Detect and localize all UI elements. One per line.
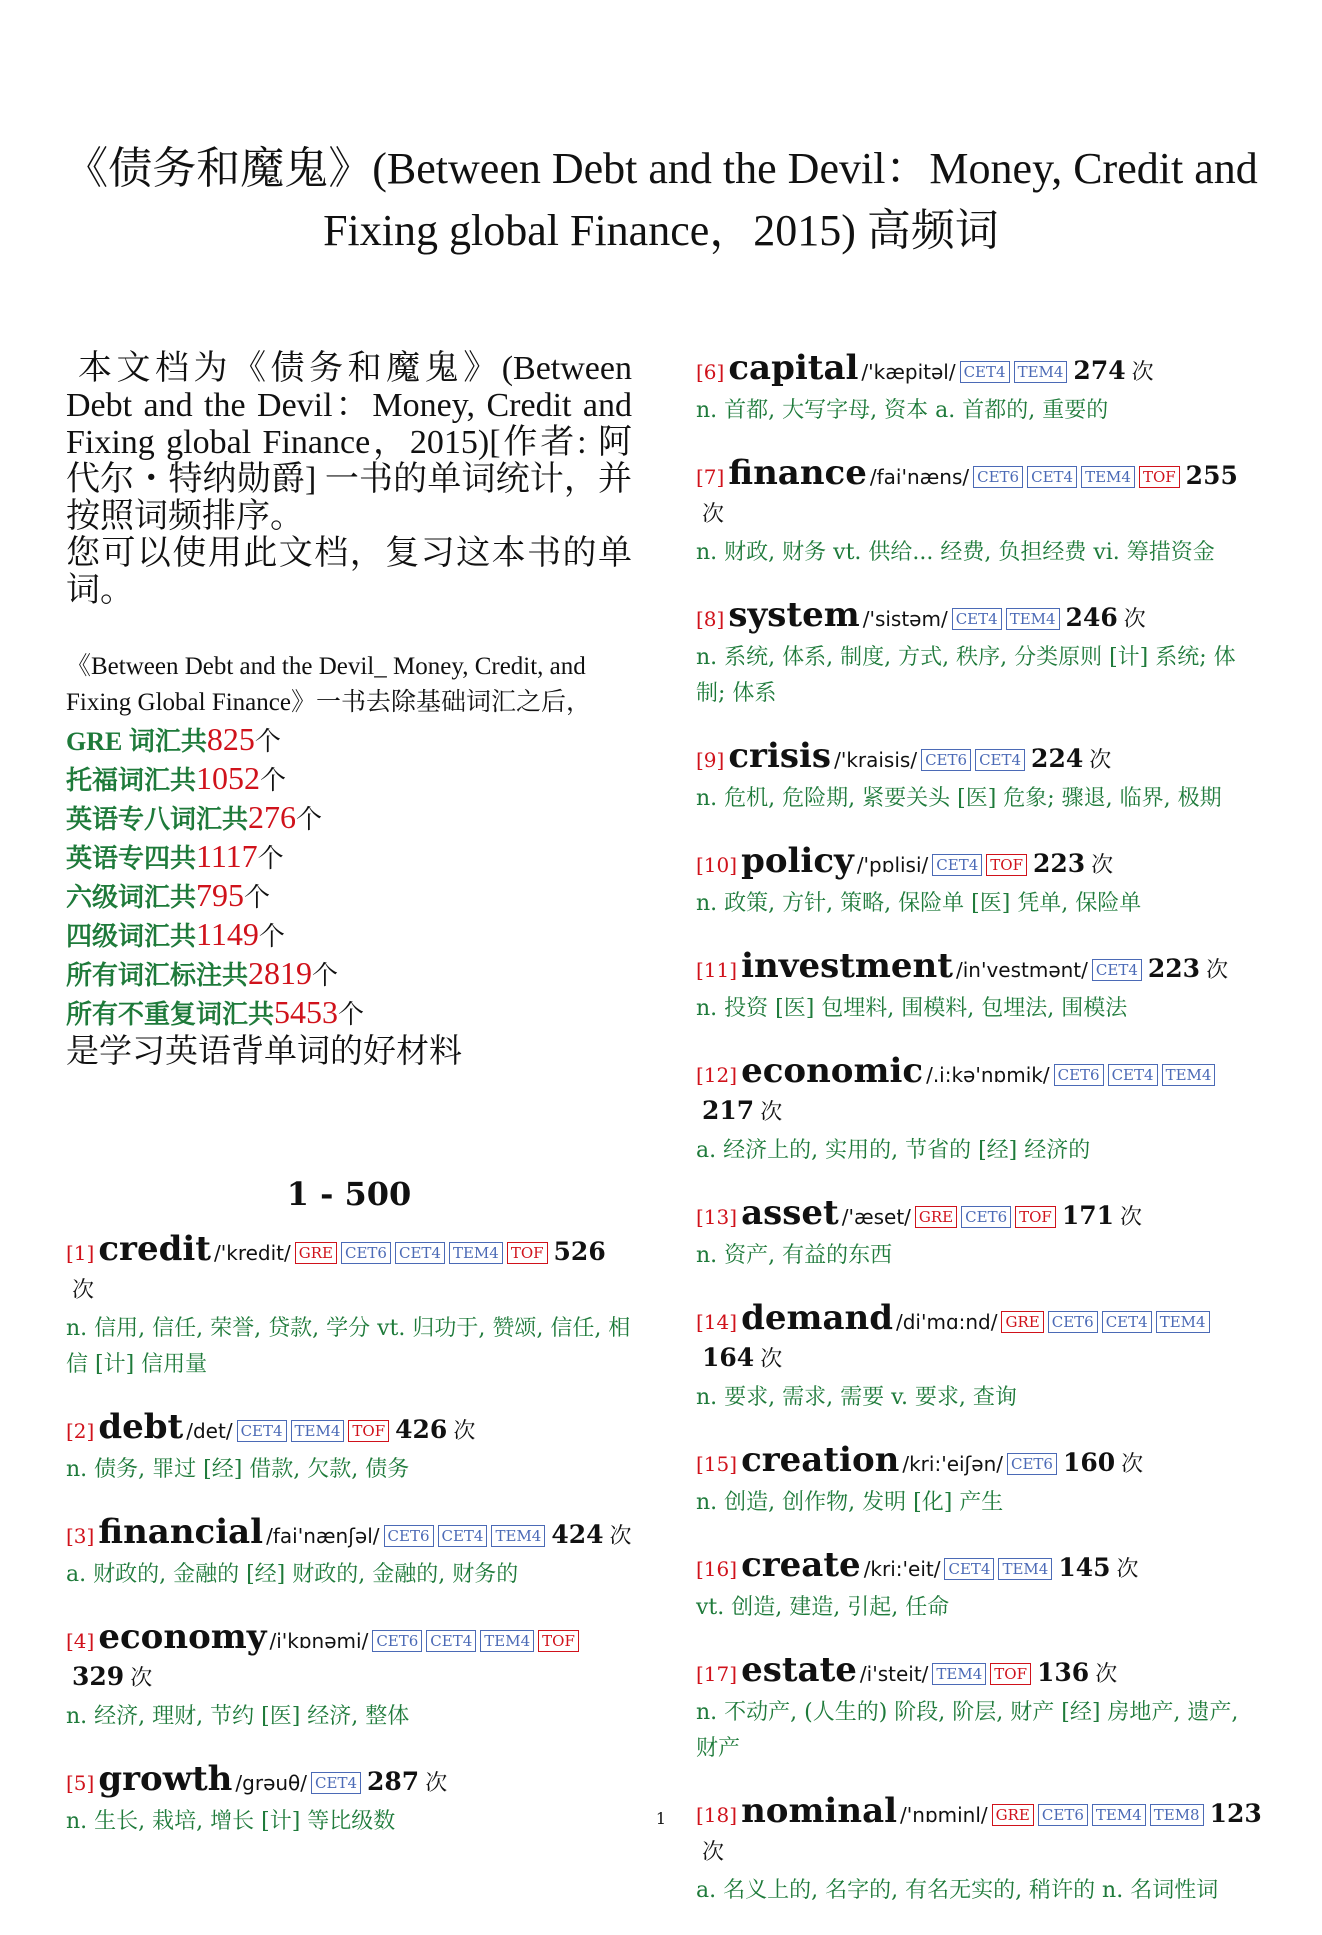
entry-phonetic: /in'vestmənt/ [955, 958, 1088, 982]
word-entry [696, 597, 1262, 712]
intro-paragraph [66, 350, 632, 609]
entry-definition: a. 名义上的, 名字的, 有名无实的, 稍许的 n. 名词性词 [696, 1878, 1219, 1903]
exam-tag: TEM4 [1014, 361, 1068, 383]
entry-word: demand [741, 1298, 893, 1338]
entry-count-unit: 次 [130, 1666, 153, 1691]
entry-head [66, 1514, 632, 1555]
entry-head [696, 843, 1262, 884]
stat-unit: 个 [258, 922, 285, 951]
word-entry [696, 1547, 1262, 1626]
entry-word: growth [98, 1759, 233, 1799]
entry-count-unit: 次 [425, 1771, 448, 1796]
stat-label: 英语专八词汇共 [66, 805, 249, 834]
entry-word: investment [741, 946, 953, 986]
stat-count: 5453 [274, 994, 339, 1030]
entry-index: [8] [696, 607, 725, 631]
word-entry [696, 1652, 1262, 1767]
entry-head [66, 1231, 632, 1309]
stat-unit: 个 [254, 727, 281, 756]
exam-tag: TEM4 [998, 1558, 1052, 1580]
stats-list [66, 721, 632, 1033]
exam-tag: CET4 [944, 1558, 994, 1580]
entry-count-unit: 次 [1120, 1205, 1143, 1230]
entry-count: 526 [553, 1237, 606, 1266]
entry-count: 160 [1062, 1448, 1116, 1477]
closing-line: 是学习英语背单词的好材料 [66, 1034, 462, 1070]
entry-head [696, 1195, 1262, 1236]
stat-count: 1117 [196, 838, 258, 874]
word-entry [66, 1409, 632, 1488]
entry-count-unit: 次 [1091, 853, 1114, 878]
entry-head [696, 1793, 1262, 1871]
entry-phonetic: /'kredit/ [214, 1241, 291, 1265]
entry-count: 223 [1147, 954, 1201, 983]
entry-count: 145 [1058, 1553, 1111, 1582]
entry-word: creation [741, 1440, 900, 1480]
exam-tag: CET4 [1027, 466, 1077, 488]
entry-phonetic: /'æset/ [841, 1205, 911, 1229]
entry-count: 164 [702, 1343, 755, 1372]
entry-definition: n. 危机, 危险期, 紧要关头 [医] 危象; 骤退, 临界, 极期 [696, 786, 1222, 811]
entry-count-unit: 次 [609, 1524, 632, 1549]
entry-definition: n. 经济, 理财, 节约 [医] 经济, 整体 [66, 1704, 410, 1729]
entry-count: 287 [367, 1767, 420, 1796]
entry-count: 171 [1061, 1201, 1115, 1230]
entry-word: create [741, 1545, 861, 1585]
entry-count-unit: 次 [760, 1100, 783, 1125]
title-line-2: Fixing global Finance，2015) 高频词 [323, 206, 999, 255]
entry-definition: vt. 创造, 建造, 引起, 任命 [696, 1595, 950, 1620]
word-entry [696, 843, 1262, 922]
entry-definition: n. 债务, 罪过 [经] 借款, 欠款, 债务 [66, 1457, 410, 1482]
entry-index: [11] [696, 958, 738, 982]
entry-head [66, 1761, 632, 1802]
entry-word: nominal [741, 1791, 898, 1831]
entry-head [696, 1547, 1262, 1588]
exam-tag: CET4 [311, 1772, 361, 1794]
word-entry [696, 1195, 1262, 1274]
entry-phonetic: /grəuθ/ [235, 1771, 308, 1795]
stat-row [66, 916, 632, 955]
entry-phonetic: /kri:'eiʃən/ [902, 1452, 1003, 1476]
entry-index: [3] [66, 1524, 95, 1548]
entry-index: [12] [696, 1063, 738, 1087]
vocab-summary [66, 649, 632, 1071]
entry-definition: n. 政策, 方针, 策略, 保险单 [医] 凭单, 保险单 [696, 891, 1142, 916]
exam-tag: TEM4 [480, 1630, 534, 1652]
stat-row [66, 838, 632, 877]
exam-tag: CET4 [960, 361, 1010, 383]
entry-index: [1] [66, 1241, 95, 1265]
entry-phonetic: /det/ [186, 1419, 233, 1443]
entry-count-unit: 次 [1095, 1662, 1118, 1687]
entry-phonetic: /fai'nænʃəl/ [266, 1524, 380, 1548]
entry-index: [5] [66, 1771, 95, 1795]
exam-tag: GRE [1001, 1311, 1043, 1333]
exam-tag: CET6 [1007, 1453, 1057, 1475]
entry-definition: n. 投资 [医] 包埋料, 围模料, 包埋法, 围模法 [696, 996, 1128, 1021]
entry-count-unit: 次 [1123, 607, 1146, 632]
entry-head [66, 1619, 632, 1697]
stat-label: GRE 词汇共 [66, 727, 207, 756]
exam-tag: TEM4 [291, 1420, 345, 1442]
stat-count: 276 [248, 799, 297, 835]
exam-tag: GRE [295, 1242, 337, 1264]
exam-tag: CET4 [1108, 1064, 1158, 1086]
entry-definition: n. 系统, 体系, 制度, 方式, 秩序, 分类原则 [计] 系统; 体制; 体系 [696, 645, 1236, 706]
entry-phonetic: /i'kɒnəmi/ [269, 1629, 369, 1653]
page-number: 1 [655, 1809, 667, 1828]
stat-label: 托福词汇共 [66, 766, 197, 795]
entry-phonetic: /kri:'eit/ [863, 1557, 941, 1581]
word-entry [66, 1231, 632, 1383]
entry-phonetic: /i'steit/ [859, 1662, 929, 1686]
title-line-1: 《债务和魔鬼》(Between Debt and the Devil：Money, Credit and [64, 144, 1258, 193]
entry-index: [15] [696, 1452, 738, 1476]
stat-unit: 个 [338, 1000, 365, 1029]
exam-tag: TOF [507, 1242, 548, 1264]
left-column [66, 350, 632, 1866]
entry-head [696, 1300, 1262, 1378]
entry-word: system [728, 595, 860, 635]
stat-count: 2819 [248, 955, 313, 991]
entry-count-unit: 次 [1089, 748, 1112, 773]
stat-row [66, 994, 632, 1033]
entry-index: [14] [696, 1310, 738, 1334]
entry-index: [10] [696, 853, 738, 877]
word-entry [696, 350, 1262, 429]
entry-definition: a. 财政的, 金融的 [经] 财政的, 金融的, 财务的 [66, 1562, 519, 1587]
entry-word: economy [98, 1617, 267, 1657]
entry-index: [9] [696, 748, 725, 772]
entry-word: capital [728, 348, 859, 388]
entry-index: [17] [696, 1662, 738, 1686]
exam-tag: GRE [992, 1804, 1034, 1826]
stat-unit: 个 [257, 844, 284, 873]
exam-tag: TOF [1139, 466, 1180, 488]
entry-definition: n. 财政, 财务 vt. 供给... 经费, 负担经费 vi. 筹措资金 [696, 540, 1215, 565]
exam-tag: CET4 [395, 1242, 445, 1264]
stat-count: 1149 [196, 916, 259, 952]
stat-unit: 个 [260, 766, 287, 795]
stat-count: 825 [206, 721, 255, 757]
entry-index: [6] [696, 360, 725, 384]
stat-count: 1052 [196, 760, 261, 796]
stat-label: 所有不重复词汇共 [66, 1000, 275, 1029]
entry-phonetic: /'pɒlisi/ [856, 853, 929, 877]
exam-tag: TEM4 [932, 1663, 986, 1685]
stat-row [66, 760, 632, 799]
exam-tag: CET4 [952, 608, 1002, 630]
entry-head [696, 455, 1262, 533]
entry-word: financial [98, 1512, 264, 1552]
exam-tag: CET6 [921, 749, 971, 771]
entry-phonetic: /'kraisis/ [834, 748, 918, 772]
entry-phonetic: /di'mɑ:nd/ [895, 1310, 998, 1334]
entry-phonetic: /fai'næns/ [869, 465, 970, 489]
stat-count: 795 [196, 877, 245, 913]
word-entry [66, 1619, 632, 1735]
exam-tag: CET6 [1048, 1311, 1098, 1333]
entry-word: policy [741, 841, 854, 881]
entry-head [696, 948, 1262, 989]
entry-count-unit: 次 [1131, 360, 1154, 385]
stat-label: 四级词汇共 [66, 922, 197, 951]
range-heading: 1 - 500 [286, 1175, 412, 1213]
entry-definition: n. 不动产, (人生的) 阶段, 阶层, 财产 [经] 房地产, 遗产, 财产 [696, 1700, 1239, 1761]
right-column [696, 350, 1262, 1935]
entry-head [696, 738, 1262, 779]
word-list-right [696, 350, 1262, 1909]
stat-row [66, 799, 632, 838]
stat-row [66, 877, 632, 916]
word-list-left [66, 1231, 632, 1840]
word-entry [696, 948, 1262, 1027]
exam-tag: TOF [1015, 1206, 1056, 1228]
entry-count-unit: 次 [1121, 1452, 1144, 1477]
entry-count: 274 [1073, 356, 1126, 385]
entry-count: 424 [551, 1520, 604, 1549]
word-entry [66, 1514, 632, 1593]
document-title [60, 138, 1262, 262]
entry-word: credit [98, 1229, 211, 1269]
exam-tag: CET4 [932, 854, 982, 876]
entry-definition: n. 资产, 有益的东西 [696, 1243, 893, 1268]
exam-tag: CET6 [341, 1242, 391, 1264]
entry-phonetic: /'nɒminl/ [900, 1803, 988, 1827]
exam-tag: CET4 [438, 1525, 488, 1547]
entry-count: 246 [1065, 603, 1118, 632]
entry-word: finance [728, 453, 867, 493]
word-entry [696, 738, 1262, 817]
exam-tag: CET6 [372, 1630, 422, 1652]
entry-count: 224 [1031, 744, 1084, 773]
entry-count: 329 [72, 1662, 125, 1691]
entry-word: asset [741, 1193, 839, 1233]
exam-tag: CET4 [237, 1420, 287, 1442]
entry-word: estate [741, 1650, 857, 1690]
stat-row [66, 955, 632, 994]
exam-tag: TEM4 [1092, 1804, 1146, 1826]
intro-lead: 本文档为《债务和魔鬼》(Between Debt and the Devil：Money, Credit and Fixing global Finance，2015)[作者: 阿代尔・特纳勋爵] 一书的单词统计，并按照词频排序。 [66, 350, 632, 535]
stat-label: 所有词汇标注共 [66, 961, 249, 990]
stat-unit: 个 [312, 961, 339, 990]
entry-head [696, 1652, 1262, 1693]
entry-count-unit: 次 [72, 1278, 95, 1303]
entry-index: [16] [696, 1557, 738, 1581]
entry-word: economic [741, 1051, 924, 1091]
exam-tag: CET6 [1038, 1804, 1088, 1826]
entry-index: [7] [696, 465, 725, 489]
entry-count: 123 [1209, 1799, 1262, 1828]
entry-phonetic: /'kæpitəl/ [861, 360, 956, 384]
word-entry [696, 1300, 1262, 1416]
stat-label: 英语专四共 [66, 844, 197, 873]
exam-tag: TEM4 [1162, 1064, 1216, 1086]
entry-count-unit: 次 [760, 1347, 783, 1372]
entry-head [696, 350, 1262, 391]
entry-index: [13] [696, 1205, 738, 1229]
entry-head [66, 1409, 632, 1450]
exam-tag: CET4 [1092, 959, 1142, 981]
entry-phonetic: /'sistəm/ [862, 607, 948, 631]
word-entry [696, 1053, 1262, 1169]
entry-head [696, 597, 1262, 638]
entry-word: crisis [728, 736, 832, 776]
exam-tag: CET4 [426, 1630, 476, 1652]
exam-tag: CET6 [973, 466, 1023, 488]
entry-definition: n. 信用, 信任, 荣誉, 贷款, 学分 vt. 归功于, 赞颂, 信任, 相信 [计] 信用量 [66, 1316, 631, 1377]
entry-definition: n. 创造, 创作物, 发明 [化] 产生 [696, 1490, 1004, 1515]
summary-sentence: 《Between Debt and the Devil_ Money, Credit, and Fixing Global Finance》一书去除基础词汇之后， [66, 653, 591, 716]
entry-definition: n. 要求, 需求, 需要 v. 要求, 查询 [696, 1385, 1017, 1410]
entry-count: 217 [702, 1096, 755, 1125]
entry-head [696, 1442, 1262, 1483]
stat-label: 六级词汇共 [66, 883, 197, 912]
exam-tag: TEM4 [1156, 1311, 1210, 1333]
exam-tag: GRE [915, 1206, 957, 1228]
entry-index: [2] [66, 1419, 95, 1443]
exam-tag: TOF [990, 1663, 1031, 1685]
exam-tag: CET4 [1102, 1311, 1152, 1333]
exam-tag: TEM4 [491, 1525, 545, 1547]
exam-tag: TEM4 [1006, 608, 1060, 630]
entry-count-unit: 次 [702, 502, 725, 527]
entry-count-unit: 次 [453, 1419, 476, 1444]
entry-definition: n. 首都, 大写字母, 资本 a. 首都的, 重要的 [696, 398, 1109, 423]
entry-definition: n. 生长, 栽培, 增长 [计] 等比级数 [66, 1809, 396, 1834]
entry-index: [4] [66, 1629, 95, 1653]
word-entry [696, 1442, 1262, 1521]
entry-index: [18] [696, 1803, 738, 1827]
entry-count-unit: 次 [702, 1840, 725, 1865]
entry-definition: a. 经济上的, 实用的, 节省的 [经] 经济的 [696, 1138, 1091, 1163]
entry-count: 255 [1185, 461, 1238, 490]
intro-use: 您可以使用此文档，复习这本书的单词。 [66, 535, 632, 609]
stat-row [66, 721, 632, 760]
entry-count: 223 [1032, 849, 1086, 878]
stat-unit: 个 [244, 883, 271, 912]
exam-tag: CET6 [1054, 1064, 1104, 1086]
exam-tag: TOF [986, 854, 1027, 876]
exam-tag: TOF [348, 1420, 389, 1442]
word-entry [66, 1761, 632, 1840]
exam-tag: CET6 [384, 1525, 434, 1547]
exam-tag: TEM8 [1150, 1804, 1204, 1826]
entry-count-unit: 次 [1116, 1557, 1139, 1582]
exam-tag: TEM4 [1081, 466, 1135, 488]
exam-tag: CET4 [975, 749, 1025, 771]
entry-head [696, 1053, 1262, 1131]
exam-tag: CET6 [961, 1206, 1011, 1228]
exam-tag: TEM4 [449, 1242, 503, 1264]
entry-phonetic: /.i:kə'nɒmik/ [926, 1063, 1050, 1087]
exam-tag: TOF [538, 1630, 579, 1652]
entry-count: 136 [1037, 1658, 1090, 1687]
entry-count-unit: 次 [1206, 958, 1229, 983]
entry-count: 426 [395, 1415, 448, 1444]
entry-word: debt [98, 1407, 184, 1447]
word-entry [696, 455, 1262, 571]
stat-unit: 个 [296, 805, 323, 834]
